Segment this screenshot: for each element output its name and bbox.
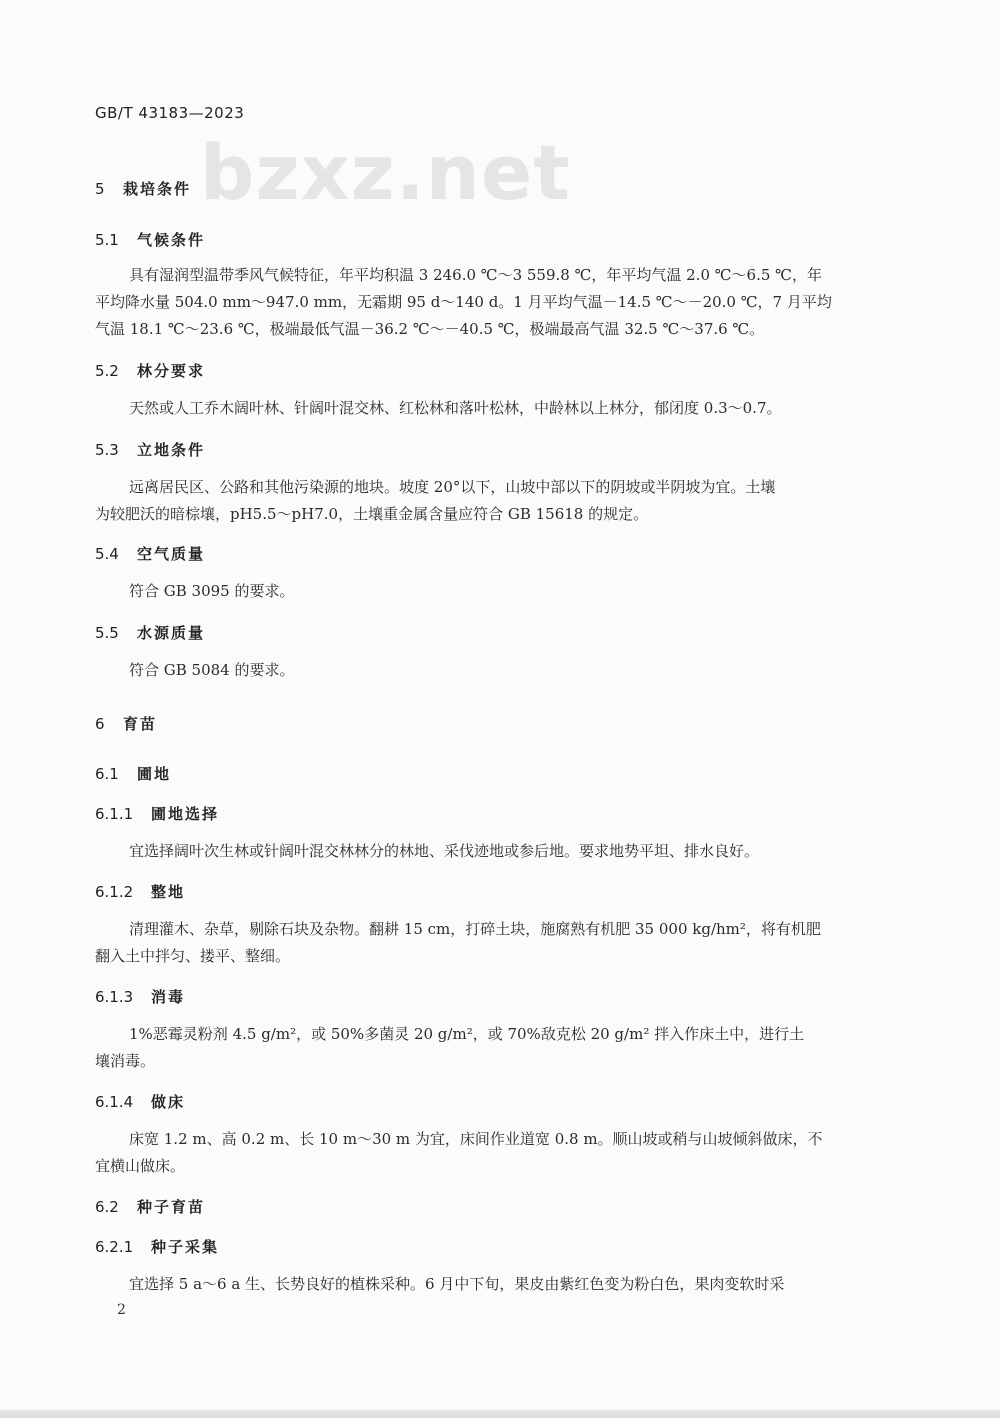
- text-line: 壤消毒。: [95, 1052, 156, 1070]
- heading-title: 做床: [151, 1093, 186, 1111]
- paragraph-nursery-selection: [95, 838, 885, 865]
- page-bottom-edge: [0, 1410, 1000, 1418]
- heading-number: 6.1.4: [95, 1093, 134, 1111]
- heading-number: 5.3: [95, 441, 119, 459]
- heading-number: 6.1.3: [95, 988, 134, 1006]
- heading-title: 育苗: [123, 715, 158, 733]
- heading-title: 空气质量: [137, 545, 206, 563]
- text-line: 1%恶霉灵粉剂 4.5 g/m²，或 50%多菌灵 20 g/m²，或 70%敌克松 20 g/m² 拌入作床土中，进行土: [129, 1025, 805, 1043]
- paragraph-site: [95, 474, 885, 528]
- heading-6-1-3: [95, 986, 185, 1007]
- text-line: 天然或人工乔木阔叶林、针阔叶混交林、红松林和落叶松林，中龄林以上林分，郁闭度 0.3～0.7。: [129, 399, 782, 417]
- heading-number: 6.1: [95, 765, 119, 783]
- heading-title: 种子采集: [151, 1238, 220, 1256]
- heading-title: 立地条件: [137, 441, 206, 459]
- paragraph-climate: [95, 262, 885, 343]
- heading-6-1-4: [95, 1091, 185, 1112]
- heading-number: 5.5: [95, 624, 119, 642]
- heading-number: 5: [95, 180, 105, 198]
- heading-number: 6.2.1: [95, 1238, 134, 1256]
- paragraph-seed-collection: [95, 1271, 885, 1298]
- heading-5-3: [95, 439, 205, 460]
- text-line: 为较肥沃的暗棕壤，pH5.5～pH7.0，土壤重金属含量应符合 GB 15618 的规定。: [95, 505, 649, 523]
- heading-title: 圃地选择: [151, 805, 220, 823]
- paragraph-land-prep: [95, 916, 885, 970]
- text-line: 平均降水量 504.0 mm～947.0 mm，无霜期 95 d～140 d。1 月平均气温－14.5 ℃～－20.0 ℃，7 月平均: [95, 293, 832, 311]
- heading-5-4: [95, 543, 205, 564]
- page-number: 2: [117, 1302, 126, 1318]
- heading-number: 6.2: [95, 1198, 119, 1216]
- standard-code-header: GB/T 43183—2023: [95, 104, 245, 122]
- heading-title: 栽培条件: [123, 180, 192, 198]
- text-line: 宜选择 5 a～6 a 生、长势良好的植株采种。6 月中下旬，果皮由紫红色变为粉白色，果肉变软时采: [129, 1275, 785, 1293]
- heading-number: 6.1.1: [95, 805, 134, 823]
- paragraph-bed-making: [95, 1126, 885, 1180]
- heading-6: [95, 713, 157, 734]
- heading-6-2-1: [95, 1236, 219, 1257]
- paragraph-stand: [95, 395, 885, 422]
- heading-5-5: [95, 622, 205, 643]
- paragraph-water: [95, 657, 885, 684]
- heading-title: 水源质量: [137, 624, 206, 642]
- text-line: 气温 18.1 ℃～23.6 ℃，极端最低气温－36.2 ℃～－40.5 ℃，极端最高气温 32.5 ℃～37.6 ℃。: [95, 320, 765, 338]
- paragraph-air: [95, 578, 885, 605]
- heading-6-1-2: [95, 881, 185, 902]
- text-line: 远离居民区、公路和其他污染源的地块。坡度 20°以下，山坡中部以下的阴坡或半阴坡为宜。土壤: [129, 478, 776, 496]
- text-line: 具有湿润型温带季风气候特征，年平均积温 3 246.0 ℃～3 559.8 ℃，年平均气温 2.0 ℃～6.5 ℃，年: [129, 266, 822, 284]
- heading-5: [95, 178, 191, 199]
- heading-5-2: [95, 360, 205, 381]
- text-line: 清理灌木、杂草，剔除石块及杂物。翻耕 15 cm，打碎土块，施腐熟有机肥 35 000 kg/hm²，将有机肥: [129, 920, 821, 938]
- heading-6-2: [95, 1196, 205, 1217]
- paragraph-disinfection: [95, 1021, 885, 1075]
- text-line: 符合 GB 5084 的要求。: [129, 661, 295, 679]
- heading-6-1-1: [95, 803, 219, 824]
- heading-title: 整地: [151, 883, 186, 901]
- heading-title: 消毒: [151, 988, 186, 1006]
- heading-title: 圃地: [137, 765, 172, 783]
- text-line: 宜横山做床。: [95, 1157, 186, 1175]
- text-line: 宜选择阔叶次生林或针阔叶混交林林分的林地、采伐迹地或参后地。要求地势平坦、排水良好。: [129, 842, 760, 860]
- heading-title: 林分要求: [137, 362, 206, 380]
- heading-number: 5.4: [95, 545, 119, 563]
- text-line: 翻入土中拌匀、搂平、整细。: [95, 947, 291, 965]
- text-line: 床宽 1.2 m、高 0.2 m、长 10 m～30 m 为宜，床间作业道宽 0.8 m。顺山坡或稍与山坡倾斜做床，不: [129, 1130, 823, 1148]
- heading-number: 6.1.2: [95, 883, 134, 901]
- text-line: 符合 GB 3095 的要求。: [129, 582, 295, 600]
- heading-6-1: [95, 763, 171, 784]
- heading-5-1: [95, 229, 205, 250]
- heading-title: 种子育苗: [137, 1198, 206, 1216]
- watermark: bzxz.net: [200, 128, 571, 217]
- heading-number: 6: [95, 715, 105, 733]
- heading-number: 5.1: [95, 231, 119, 249]
- heading-number: 5.2: [95, 362, 119, 380]
- heading-title: 气候条件: [137, 231, 206, 249]
